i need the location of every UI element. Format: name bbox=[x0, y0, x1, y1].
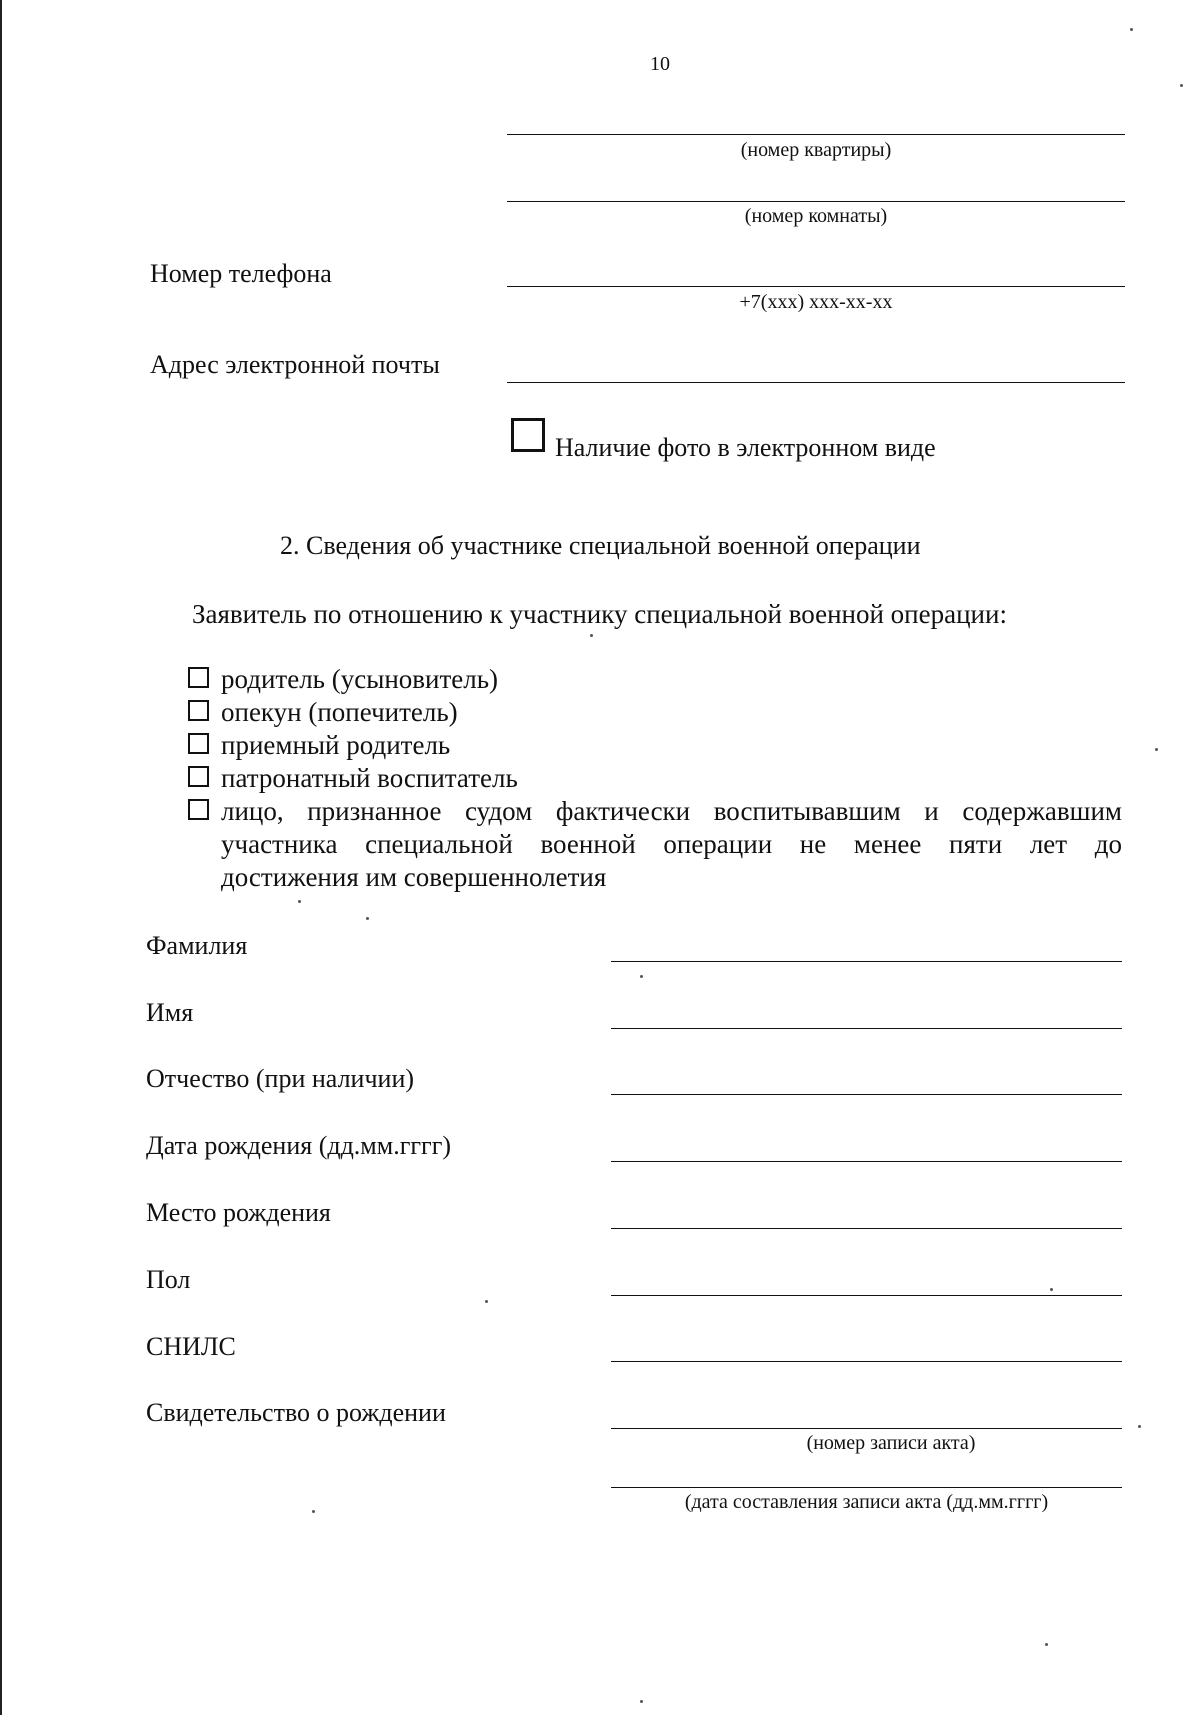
scan-speck bbox=[640, 975, 643, 978]
record-date-field[interactable] bbox=[611, 1487, 1122, 1488]
option-checkbox-court-recognized[interactable] bbox=[188, 799, 209, 820]
birth-date-label: Дата рождения (дд.мм.гггг) bbox=[146, 1131, 452, 1160]
scan-speck bbox=[1180, 84, 1183, 87]
court-option-line-3: достижения им совершеннолетия bbox=[221, 862, 607, 892]
option-label-patronage-educator: патронатный воспитатель bbox=[221, 763, 518, 793]
apartment-number-caption: (номер квартиры) bbox=[740, 139, 892, 161]
snils-field[interactable] bbox=[611, 1361, 1122, 1362]
apartment-number-field[interactable] bbox=[507, 134, 1125, 135]
option-checkbox-parent[interactable] bbox=[188, 667, 209, 688]
option-label-guardian: опекун (попечитель) bbox=[221, 697, 458, 727]
section-2-title: 2. Сведения об участнике специальной военной операции bbox=[280, 531, 921, 560]
option-label-parent: родитель (усыновитель) bbox=[221, 664, 499, 694]
option-checkbox-patronage-educator[interactable] bbox=[188, 766, 209, 787]
patronymic-field[interactable] bbox=[611, 1094, 1122, 1095]
scan-speck bbox=[1155, 748, 1158, 751]
sex-label: Пол bbox=[146, 1265, 191, 1294]
birth-place-field[interactable] bbox=[611, 1228, 1122, 1229]
room-number-caption: (номер комнаты) bbox=[744, 205, 888, 227]
court-option-line-2: участника специальной военной операции не менее пяти лет до bbox=[221, 829, 1122, 859]
phone-label: Номер телефона bbox=[150, 259, 332, 288]
photo-checkbox-label: Наличие фото в электронном виде bbox=[555, 433, 936, 462]
applicant-relation-label: Заявитель по отношению к участнику специальной военной операции: bbox=[192, 599, 1007, 629]
scan-speck bbox=[640, 1700, 643, 1703]
scan-speck bbox=[312, 1510, 315, 1513]
option-label-foster-parent: приемный родитель bbox=[221, 730, 451, 760]
room-number-field[interactable] bbox=[507, 201, 1125, 202]
patronymic-label: Отчество (при наличии) bbox=[146, 1064, 415, 1093]
birth-place-label: Место рождения bbox=[146, 1198, 331, 1227]
record-number-field[interactable] bbox=[611, 1428, 1122, 1429]
scan-speck bbox=[485, 1300, 488, 1303]
scan-speck bbox=[1138, 1425, 1141, 1428]
option-label-court-recognized bbox=[221, 795, 1122, 894]
phone-format-hint: +7(xxx) xxx-xx-xx bbox=[739, 291, 893, 313]
page-number: 10 bbox=[650, 53, 670, 75]
name-field[interactable] bbox=[611, 1028, 1122, 1029]
email-field[interactable] bbox=[507, 382, 1125, 383]
snils-label: СНИЛС bbox=[146, 1332, 236, 1361]
record-date-caption: (дата составления записи акта (дд.мм.гггг) bbox=[684, 1491, 1049, 1513]
phone-field[interactable] bbox=[507, 286, 1125, 287]
birth-certificate-label: Свидетельство о рождении bbox=[146, 1398, 446, 1427]
scan-speck bbox=[298, 900, 301, 903]
scan-speck bbox=[590, 634, 593, 637]
birth-date-field[interactable] bbox=[611, 1161, 1122, 1162]
surname-field[interactable] bbox=[611, 961, 1122, 962]
scan-speck bbox=[1050, 1288, 1053, 1291]
option-checkbox-guardian[interactable] bbox=[188, 700, 209, 721]
scan-speck bbox=[1045, 1643, 1048, 1646]
name-label: Имя bbox=[146, 998, 194, 1027]
surname-label: Фамилия bbox=[146, 931, 248, 960]
scan-speck bbox=[1130, 28, 1133, 31]
record-number-caption: (номер записи акта) bbox=[806, 1432, 976, 1454]
court-option-line-1: лицо, признанное судом фактически воспитывавшим и содержавшим bbox=[221, 796, 1122, 826]
sex-field[interactable] bbox=[611, 1295, 1122, 1296]
photo-checkbox[interactable] bbox=[511, 418, 545, 452]
scan-speck bbox=[366, 917, 369, 920]
option-checkbox-foster-parent[interactable] bbox=[188, 733, 209, 754]
scan-edge bbox=[0, 0, 2, 1715]
email-label: Адрес электронной почты bbox=[150, 350, 440, 379]
